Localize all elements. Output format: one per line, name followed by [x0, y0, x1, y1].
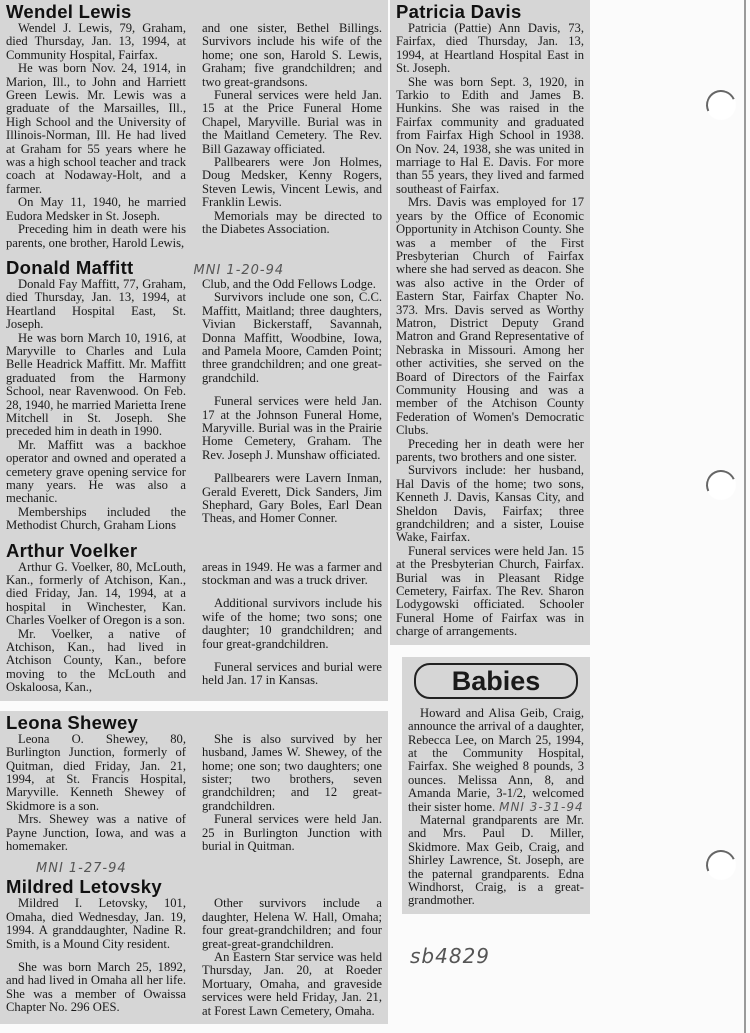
clipping-mildred-letovsky — [0, 859, 388, 1024]
paragraph-text: She was born March 25, 1892, and had lived in Omaha all her life. She was a member of Owaissa Chapter No. 296 OES. — [6, 959, 186, 1015]
catalog-number: sb4829 — [410, 943, 491, 968]
text-column — [6, 897, 186, 1018]
clipping-babies — [402, 657, 590, 914]
obituary-headline: Leona Shewey — [6, 711, 139, 733]
paragraph — [6, 62, 186, 196]
paragraph — [202, 210, 382, 237]
paragraph-text: Mrs. Davis was employed for 17 years by the Office of Economic Opportunity in Atchison County. She was a member of the First Presbyterian Church of Fairfax where she had served as deacon. She was also active in the Order of Eastern Star, Fairfax Chapter No. 373. Mrs. Davis served as Worthy Matron, District Deputy Grand Matron and Grand Representative of Nebraska in Missouri. Among her other activities, she served on the Board of Directors of the Fairfax Community Housing and was a member of the Atchison County Federation of Women's Democratic Clubs. — [396, 195, 584, 438]
paragraph — [6, 813, 186, 853]
paragraph-text: Patricia (Pattie) Ann Davis, 73, Fairfax, died Thursday, Jan. 13, 1994, at Heartland Hospital East in St. Joseph. — [396, 21, 584, 76]
paragraph-text: Mr. Maffitt was a backhoe operator and owned and operated a cemetery grave opening service for many years. He was also a mechanic. — [6, 437, 186, 506]
paragraph-text: Arthur G. Voelker, 80, McLouth, Kan., formerly of Atchison, Kan., died Friday, Jan. 14, 1994, at a hospital in Winchester, Kan. Charles Voelker of Oregon is a son. — [6, 559, 186, 628]
paragraph — [202, 597, 382, 651]
text-column — [6, 278, 186, 533]
paragraph — [202, 661, 382, 688]
paragraph — [6, 196, 186, 223]
paragraph — [202, 395, 382, 462]
paragraph — [408, 814, 584, 908]
paragraph-text: Survivors include: her husband, Hal Davis of the home; two sons, Kenneth J. Davis, Kansas City, and Sheldon Davis, Fairfax; three grandchildren; and a sister, Louise Wake, Fairfax. — [396, 463, 584, 545]
binder-hole — [702, 86, 740, 124]
text-columns — [6, 733, 382, 854]
obituary-headline: Mildred Letovsky — [6, 876, 162, 898]
obituary-headline: Arthur Voelker — [6, 539, 138, 561]
headline-row — [6, 258, 382, 278]
paragraph-text: She is also survived by her husband, James W. Shewey, of the home; one son; two daughters; one sister; two brothers, seven grandchildren; and 12 great-grandchildren. — [202, 731, 382, 813]
paragraph-text: On May 11, 1940, he married Eudora Medsker in St. Joseph. — [6, 195, 186, 223]
paragraph-text: Leona O. Shewey, 80, Burlington Junction, formerly of Quitman, died Friday, Jan. 21, 1994, at St. Francis Hospital, Maryville. Kenneth Shewey of Skidmore is a son. — [6, 731, 186, 813]
text-column — [408, 707, 584, 908]
paragraph — [6, 733, 186, 813]
paragraph — [6, 332, 186, 439]
text-column — [202, 733, 382, 854]
paragraph-text: Funeral services were held Jan. 17 at the Johnson Funeral Home, Maryville. Burial was in the Prairie Home Cemetery, Graham. The Rev. Joseph J. Munshaw officiated. — [202, 394, 382, 462]
paragraph — [6, 628, 186, 695]
text-column — [202, 278, 382, 533]
text-column — [396, 22, 584, 639]
paragraph — [396, 196, 584, 437]
text-column — [6, 733, 186, 854]
paragraph-text: Mr. Voelker, a native of Atchison, Kan., had lived in Atchison County, Kan., before moving to the McLouth and Oskaloosa, Kan., — [6, 626, 186, 695]
handwritten-date-note: MNI 1-20-94 — [193, 262, 285, 278]
paragraph — [202, 897, 382, 951]
paragraph-text: Preceding him in death were his parents, one brother, Harold Lewis, — [6, 222, 186, 250]
paragraph-text: and one sister, Bethel Billings. Survivors include his wife of the home; one son, Harold S. Lewis, Graham; five grandchildren; and two great-grandsons. — [202, 21, 382, 89]
paragraph-text: Funeral services and burial were held Jan. 17 in Kansas. — [202, 660, 382, 688]
text-columns — [6, 22, 382, 250]
handwritten-date-note: MNI 1-27-94 — [36, 861, 127, 877]
paragraph — [6, 897, 186, 951]
paragraph-text: Club, and the Odd Fellows Lodge. — [202, 276, 376, 291]
obituary-headline: Donald Maffitt — [6, 256, 134, 278]
text-column — [202, 897, 382, 1018]
binder-hole — [702, 846, 740, 884]
text-columns — [6, 561, 382, 695]
paragraph-text: Funeral services were held Jan. 15 at the Presbyterian Church, Fairfax. Burial was in Pleasant Ridge Cemetery, Fairfax. The Rev. Sharon Lodygowski officiated. Schooler Funeral Home of Fairfax was in charge of arrangements. — [396, 543, 584, 639]
clipping-patricia-davis — [390, 0, 590, 645]
clipping-donald-maffitt — [0, 256, 388, 539]
paragraph-text: Preceding her in death were her parents, two brothers and one sister. — [396, 436, 584, 464]
paragraph — [6, 439, 186, 506]
paragraph-text: An Eastern Star service was held Thursday, Jan. 20, at Roeder Mortuary, Omaha, and graveside services were held Friday, Jan. 21, at Forest Lawn Cemetery, Omaha. — [202, 949, 382, 1018]
paragraph — [396, 438, 584, 465]
paragraph-text: Wendel J. Lewis, 79, Graham, died Thursday, Jan. 13, 1994, at Community Hospital, Fairfax. — [6, 21, 186, 62]
paragraph-text: Funeral services were held Jan. 25 in Burlington Junction with burial in Quitman. — [202, 812, 382, 853]
paragraph — [408, 707, 584, 814]
paragraph — [202, 89, 382, 156]
paragraph — [202, 278, 382, 291]
text-columns — [6, 897, 382, 1018]
paragraph — [202, 561, 382, 588]
paragraph-text: Survivors include one son, C.C. Maffitt, Maitland; three daughters, Vivian Bickerstaff, Savannah, Donna Maffitt, Woodbine, Iowa, and Pamela Moore, Camden Point; three grandchildren; and one great-grandchild. — [202, 290, 382, 385]
clipping-arthur-voelker — [0, 539, 388, 701]
paragraph-text: Memberships included the Methodist Church, Graham Lions — [6, 504, 186, 533]
paragraph — [202, 472, 382, 526]
clipping-leona-shewey — [0, 711, 388, 860]
paragraph — [396, 76, 584, 197]
paragraph-text: Funeral services were held Jan. 15 at the Price Funeral Home Chapel, Maryville. Burial was in the Maitland Cemetery. The Rev. Bill Gazaway officiated. — [202, 88, 382, 156]
paragraph — [6, 223, 186, 250]
paragraph — [6, 278, 186, 332]
paragraph-text: Other survivors include a daughter, Helena W. Hall, Omaha; four great-grandchildren; and four great-great-grandchildren. — [202, 896, 382, 951]
obituary-headline: Wendel Lewis — [6, 1, 132, 22]
paragraph — [6, 561, 186, 628]
paragraph-text: Memorials may be directed to the Diabetes Association. — [202, 208, 382, 237]
paragraph — [202, 733, 382, 813]
paragraph-text: He was born March 10, 1916, at Maryville to Charles and Lula Belle Headrick Maffitt. Mr. Maffitt graduated from the Harmony School, near Ravenwood. On Feb. 28, 1940, he married Marietta Irene Mitchell in St. Joseph. She preceded him in death in 1990. — [6, 330, 186, 439]
text-column — [202, 561, 382, 695]
paragraph — [202, 291, 382, 385]
handwritten-date-note: MNI 3-31-94 — [499, 799, 584, 814]
paragraph-text: Maternal grandparents are Mr. and Mrs. Paul D. Miller, Skidmore. Max Geib, Craig, and Shirley Lawrence, St. Joseph, are the paternal grandparents. Edna Windhorst, Craig, is a great-grandmother. — [408, 812, 584, 908]
paragraph — [6, 506, 186, 533]
paragraph-text: Pallbearers were Lavern Inman, Gerald Everett, Dick Sanders, Jim Shephard, Gary Boles, Earl Dean Theas, and Homer Conner. — [202, 471, 382, 526]
paragraph — [6, 22, 186, 62]
obituary-headline: Patricia Davis — [396, 1, 522, 22]
paragraph-text: Mildred I. Letovsky, 101, Omaha, died Wednesday, Jan. 19, 1994. A granddaughter, Nadine R. Smith, is a Mound City resident. — [6, 896, 186, 951]
text-column — [6, 561, 186, 695]
paragraph — [396, 464, 584, 544]
paragraph-text: Mrs. Shewey was a native of Payne Junction, Iowa, and was a homemaker. — [6, 812, 186, 853]
paragraph-text: Howard and Alisa Geib, Craig, announce the arrival of a daughter, Rebecca Lee, on March 25, 1994, at the Community Hospital, Fairfax. She weighed 8 pounds, 3 ounces. Melissa Ann, 8, and Amanda Marie, 3-1/2, welcomed their sister home. — [408, 705, 584, 814]
section-headline: Babies — [414, 663, 578, 699]
paragraph-text: She was born Sept. 3, 1920, in Tarkio to Edith and James B. Hunkins. She was raised in the Fairfax community and graduated from Fairfax High School in 1938. On Nov. 24, 1938, she was united in marriage to Hal E. Davis. For more than 55 years, they lived and farmed southeast of Fairfax. — [396, 74, 584, 196]
text-columns — [6, 278, 382, 533]
paragraph-text: Donald Fay Maffitt, 77, Graham, died Thursday, Jan. 13, 1994, at Heartland Hospital East, St. Joseph. — [6, 276, 186, 332]
paragraph — [396, 545, 584, 639]
text-column — [6, 22, 186, 250]
paragraph-text: areas in 1949. He was a farmer and stockman and was a truck driver. — [202, 559, 382, 588]
paragraph — [396, 22, 584, 76]
paragraph-text: He was born Nov. 24, 1914, in Marion, Ill., to John and Harriett Green Lewis. Mr. Lewis was a graduate of the Marsailles, Ill., High School and the University of Illinois-Norman, Ill. He had lived at Graham for 55 years where he was a high school teacher and track coach at Nodaway-Holt, and a farmer. — [6, 61, 186, 196]
paragraph-text: Pallbearers were Jon Holmes, Doug Medsker, Kenny Rogers, Steven Lewis, Vincent Lewis, and Franklin Lewis. — [202, 155, 382, 210]
page-edge — [744, 0, 746, 1033]
binder-hole — [702, 466, 740, 504]
clipping-wendel-lewis — [0, 0, 388, 256]
right-clippings-column — [390, 0, 590, 988]
text-column — [202, 22, 382, 250]
text-columns — [396, 22, 584, 639]
paragraph — [202, 951, 382, 1018]
paragraph — [202, 813, 382, 853]
paragraph — [202, 22, 382, 89]
text-columns — [408, 707, 584, 908]
paragraph — [202, 156, 382, 210]
paragraph-text: Additional survivors include his wife of the home; two sons; one daughter; 10 grandchildren; and four great-grandchildren. — [202, 596, 382, 651]
paragraph — [6, 961, 186, 1015]
